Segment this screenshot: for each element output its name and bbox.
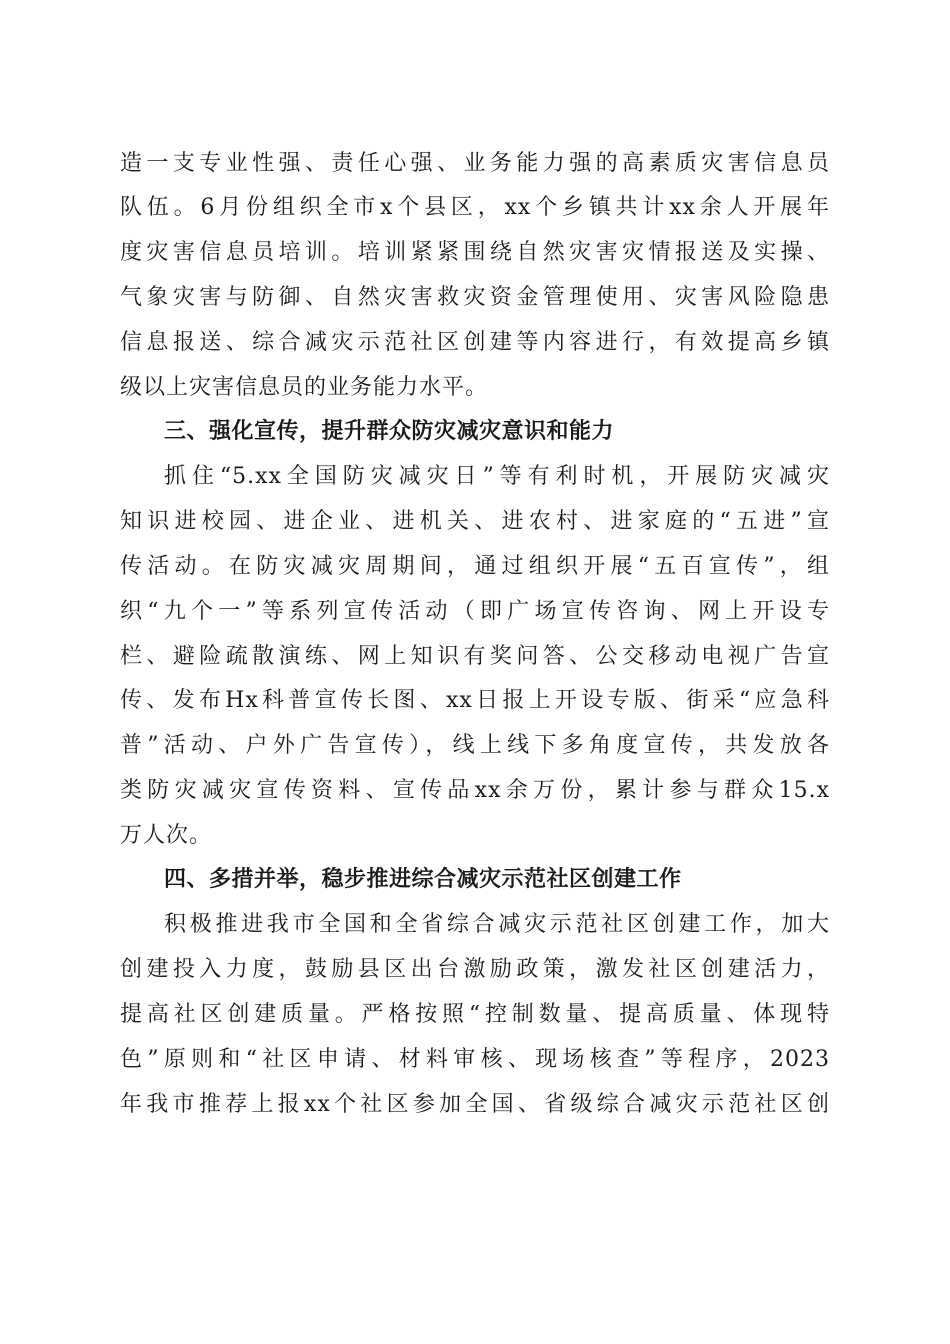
paragraph-line: 造一支专业性强、责任心强、业务能力强的高素质灾害信息员	[120, 151, 830, 176]
paragraph-line: 传活动。在防灾减灾周期间，通过组织开展“五百宣传”，组	[120, 554, 830, 579]
paragraph-line: 创建投入力度，鼓励县区出台激励政策，激发社区创建活力，	[120, 957, 830, 982]
paragraph-line: 织“九个一”等系列宣传活动（即广场宣传咨询、网上开设专	[120, 599, 830, 624]
paragraph-line: 提高社区创建质量。严格按照“控制数量、提高质量、体现特	[120, 1002, 830, 1027]
paragraph-line: 万人次。	[120, 823, 213, 848]
paragraph-line: 抓住“5.xx全国防灾减灾日”等有利时机，开展防灾减灾	[164, 464, 830, 489]
paragraph-line: 队伍。6月份组织全市x个县区，xx个乡镇共计xx余人开展年	[120, 195, 830, 220]
paragraph-line: 级以上灾害信息员的业务能力水平。	[120, 375, 489, 400]
paragraph-line: 色”原则和“社区申请、材料审核、现场核查”等程序，2023	[120, 1047, 830, 1072]
section-heading-4: 四、多措并举，稳步推进综合减灾示范社区创建工作	[164, 867, 682, 892]
paragraph-line: 栏、避险疏散演练、网上知识有奖问答、公交移动电视广告宣	[120, 644, 830, 669]
paragraph-line: 普”活动、户外广告宣传），线上线下多角度宣传，共发放各	[120, 733, 830, 758]
paragraph-line: 气象灾害与防御、自然灾害救灾资金管理使用、灾害风险隐患	[120, 285, 830, 310]
paragraph-line: 传、发布Hx科普宣传长图、xx日报上开设专版、街采“应急科	[120, 688, 830, 713]
paragraph-line: 年我市推荐上报xx个社区参加全国、省级综合减灾示范社区创	[120, 1092, 830, 1117]
paragraph-line: 度灾害信息员培训。培训紧紧围绕自然灾害灾情报送及实操、	[120, 240, 830, 265]
paragraph-line: 积极推进我市全国和全省综合减灾示范社区创建工作，加大	[164, 912, 830, 937]
section-heading-3: 三、强化宣传，提升群众防灾减灾意识和能力	[164, 419, 615, 444]
paragraph-line: 类防灾减灾宣传资料、宣传品xx余万份，累计参与群众15.x	[120, 778, 830, 803]
paragraph-line: 信息报送、综合减灾示范社区创建等内容进行，有效提高乡镇	[120, 330, 830, 355]
paragraph-line: 知识进校园、进企业、进机关、进农村、进家庭的“五进”宣	[120, 509, 830, 534]
